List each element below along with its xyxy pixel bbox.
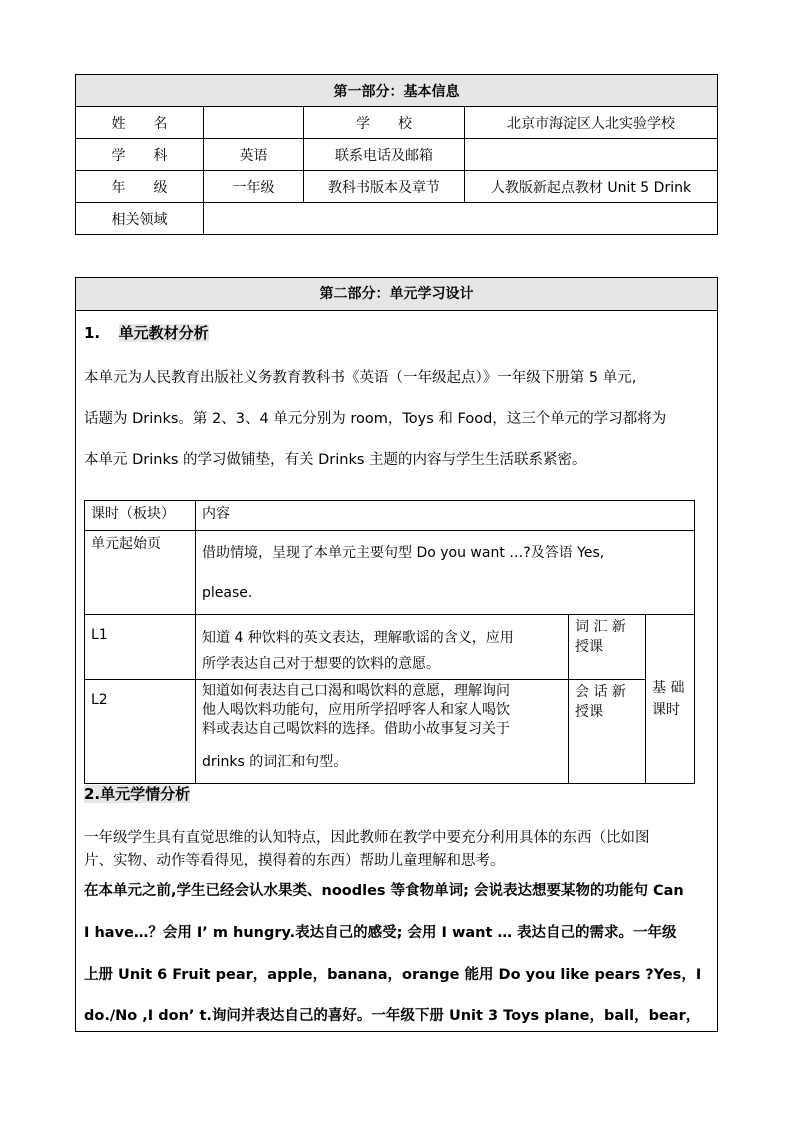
section2-line: 上册 Unit 6 Fruit pear，apple，banana，orange 能用 Do you like pears ?Yes，I <box>84 967 702 983</box>
lesson-content-line: 知道 4 种饮料的英文表达，理解歌谣的含义，应用 <box>202 630 514 646</box>
textbook-label: 教科书版本及章节 <box>304 171 465 203</box>
section2-title: 2.单元学情分析 <box>84 785 191 803</box>
part1-title: 第一部分：基本信息 <box>76 75 718 107</box>
section2-line: I have…？会用 I’ m hungry.表达自己的感受; 会用 I want … 表达自己的需求。一年级 <box>84 925 677 941</box>
lesson-table <box>84 500 695 784</box>
section2-line: do./No ,I don’ t.询问并表达自己的喜好。一年级下册 Unit 3 Toys plane，ball，bear， <box>84 1008 701 1024</box>
lesson-content-line: 料或表达自己喝饮料的选择。借助小故事复习关于 <box>202 721 510 737</box>
section1-line: 本单元 Drinks 的学习做铺垫，有关 Drinks 主题的内容与学生生活联系紧密。 <box>84 452 587 468</box>
lesson-content-line: 他人喝饮料功能句，应用所学招呼客人和家人喝饮 <box>202 702 510 718</box>
related-label: 相关领域 <box>76 203 204 235</box>
lesson-name: L1 <box>85 615 196 680</box>
info-row <box>76 107 718 139</box>
info-row <box>76 171 718 203</box>
part2-title: 第二部分：单元学习设计 <box>76 278 717 311</box>
section1-heading <box>84 322 209 343</box>
related-value <box>204 203 718 235</box>
table-row <box>85 680 695 784</box>
section1-number: 1. <box>84 324 101 342</box>
lesson-content-line: 借助情境，呈现了本单元主要句型 Do you want …?及答语 Yes, <box>202 544 605 561</box>
info-row <box>76 139 718 171</box>
school-label: 学 校 <box>304 107 465 139</box>
contact-value <box>465 139 718 171</box>
grade-label: 年 级 <box>76 171 204 203</box>
lesson-name: L2 <box>85 680 196 784</box>
lesson-type: 会 话 新授课 <box>569 680 646 784</box>
lesson-content-line: 所学表达自己对于想要的饮料的意愿。 <box>202 656 440 672</box>
grade-value: 一年级 <box>204 171 304 203</box>
lesson-content <box>196 531 695 615</box>
subject-value: 英语 <box>204 139 304 171</box>
lesson-name: 单元起始页 <box>85 531 196 615</box>
unit-design-section <box>75 277 718 1032</box>
lesson-content-line: please. <box>202 584 253 601</box>
section1-line: 本单元为人民教育出版社义务教育教科书《英语（一年级起点）》一年级下册第 5 单元, <box>84 370 637 386</box>
lesson-header-period: 课时（板块） <box>85 501 196 531</box>
section1-line: 话题为 Drinks。第 2、3、4 单元分别为 room，Toys 和 Food，这三个单元的学习都将为 <box>84 411 667 427</box>
lesson-level: 基 础课时 <box>646 615 695 784</box>
section1-title: 单元教材分析 <box>118 324 209 342</box>
lesson-content <box>196 680 569 784</box>
school-value: 北京市海淀区人北实验学校 <box>465 107 718 139</box>
section2-heading <box>84 783 190 804</box>
section2-line: 片、实物、动作等看得见，摸得着的东西）帮助儿童理解和思考。 <box>84 853 505 869</box>
table-row <box>85 531 695 615</box>
lesson-type: 词 汇 新授课 <box>569 615 646 680</box>
section2-line: 在本单元之前,学生已经会认水果类、noodles 等食物单词; 会说表达想要某物的功能句 Can <box>84 883 684 899</box>
subject-label: 学 科 <box>76 139 204 171</box>
name-label: 姓 名 <box>76 107 204 139</box>
lesson-header-content: 内容 <box>196 501 695 531</box>
lesson-content-line: drinks 的词汇和句型。 <box>202 754 348 770</box>
name-value <box>204 107 304 139</box>
table-row <box>85 615 695 680</box>
contact-label: 联系电话及邮箱 <box>304 139 465 171</box>
textbook-value: 人教版新起点教材 Unit 5 Drink <box>465 171 718 203</box>
lesson-content-line: 知道如何表达自己口渴和喝饮料的意愿，理解询问 <box>202 683 510 699</box>
section2-line: 一年级学生具有直觉思维的认知特点，因此教师在教学中要充分利用具体的东西（比如图 <box>84 830 650 846</box>
lesson-content <box>196 615 569 680</box>
basic-info-table <box>75 74 718 235</box>
info-row <box>76 203 718 235</box>
